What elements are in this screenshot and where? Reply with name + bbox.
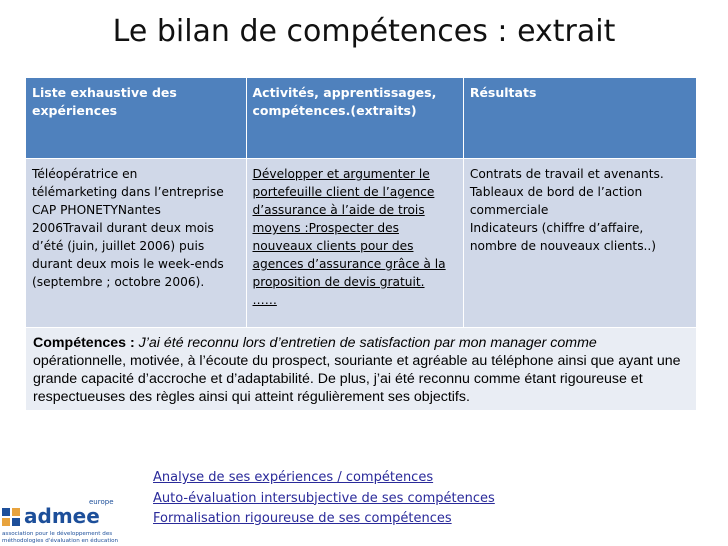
activities-line[interactable]: Développer et argumenter le [252, 167, 430, 181]
competences-label: Compétences : [33, 335, 135, 351]
activities-line[interactable]: agences d’assurance grâce à la [252, 257, 446, 271]
table-header-row [26, 78, 697, 159]
experience-line: 2006Travail durant deux mois [32, 221, 214, 235]
activities-line[interactable]: moyens :Prospecter des [252, 221, 399, 235]
competences-text: opérationnelle, motivée, à l’écoute du prospect, souriante et agréable au téléphone ainsi que ayant une grande capacité d’accroche et d’adaptabilité. De plus, j’ai été reconnu comme étant rigoureuse et respectueuses des règles ainsi qui atteint régulièrement ses objectifs. [33, 353, 681, 405]
activities-line[interactable]: portefeuille client de l’agence [252, 185, 435, 199]
header-results: Résultats [463, 78, 696, 159]
table-row [26, 159, 697, 328]
logo-europe-label: europe [89, 498, 114, 506]
results-line: Indicateurs (chiffre d’affaire, [469, 221, 644, 235]
competences-table [25, 77, 697, 411]
experience-line: (septembre ; octobre 2006). [32, 275, 205, 289]
results-line: commerciale [469, 203, 549, 217]
header-experiences: Liste exhaustive des expériences [26, 78, 247, 159]
link-formalisation[interactable]: Formalisation rigoureuse de ses compétences [153, 511, 452, 526]
cell-results [463, 159, 696, 328]
admee-logo [2, 498, 132, 546]
header-activities: Activités, apprentissages, compétences.(extraits) [246, 78, 463, 159]
experience-line: durant deux mois le week-ends [32, 257, 224, 271]
results-line: Tableaux de bord de l’action [469, 185, 643, 199]
logo-tagline: association pour le développement des méthodologies d'évaluation en éducation [2, 531, 119, 544]
results-line: nombre de nouveaux clients..) [469, 239, 657, 253]
results-line: Contrats de travail et avenants. [469, 167, 664, 181]
activities-line[interactable]: d’assurance à l’aide de trois [252, 203, 425, 217]
cell-activities[interactable] [246, 159, 463, 328]
competences-row [26, 328, 697, 411]
competences-italic-text: J’ai été reconnu lors d’entretien de satisfaction par mon manager comme [134, 335, 597, 351]
links-list [153, 468, 495, 530]
activities-line[interactable]: proposition de devis gratuit. [252, 275, 425, 289]
activities-line[interactable]: nouveaux clients pour des [252, 239, 414, 253]
link-analyse[interactable]: Analyse de ses expériences / compétences [153, 470, 434, 485]
admee-logo-mark [2, 508, 22, 528]
link-auto-evaluation[interactable]: Auto-évaluation intersubjective de ses compétences [153, 490, 495, 506]
experience-line: CAP PHONETYNantes [32, 203, 161, 217]
experience-line: télémarketing dans l’entreprise [32, 185, 224, 199]
activities-line[interactable]: …… [252, 293, 277, 307]
experience-line: d’été (juin, juillet 2006) puis [32, 239, 205, 253]
logo-name: admee [24, 504, 100, 528]
experience-line: Téléopératrice en [32, 167, 138, 181]
cell-experience [26, 159, 247, 328]
slide-title: Le bilan de compétences : extrait [112, 14, 616, 49]
competences-cell [26, 328, 697, 411]
